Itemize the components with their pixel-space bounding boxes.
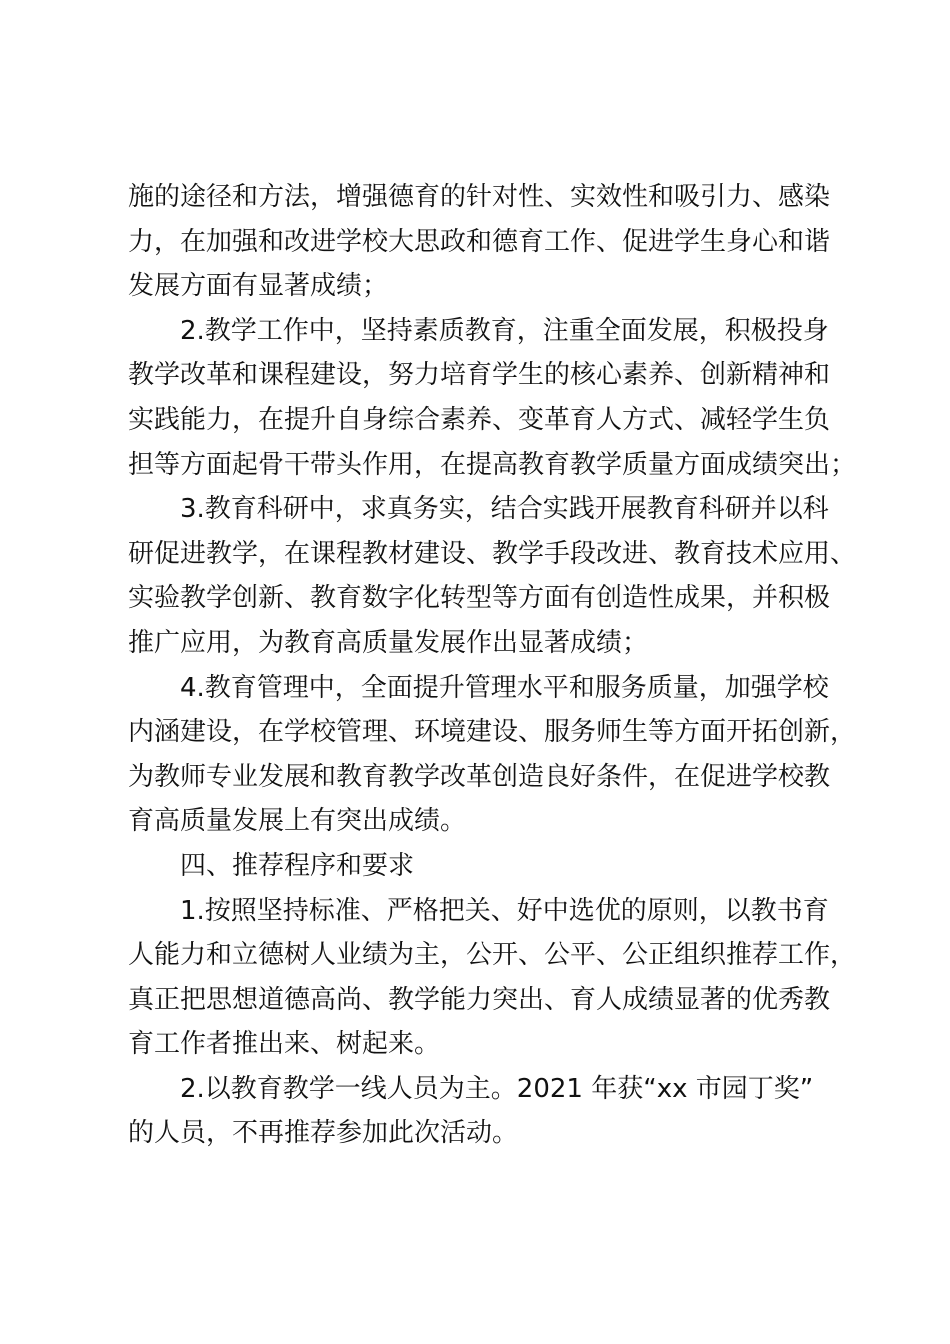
text-line: 4.教育管理中，全面提升管理水平和服务质量，加强学校 — [180, 672, 829, 703]
text-line: 为教师专业发展和教育教学改革创造良好条件，在促进学校教 — [128, 761, 831, 792]
section-heading: 四、推荐程序和要求 — [180, 850, 415, 881]
text-line: 施的途径和方法，增强德育的针对性、实效性和吸引力、感染 — [128, 182, 831, 212]
text-line: 担等方面起骨干带头作用，在提高教育教学质量方面成绩突出； — [128, 449, 857, 480]
text-line: 内涵建设，在学校管理、环境建设、服务师生等方面开拓创新， — [128, 717, 857, 748]
document-body — [128, 175, 857, 1156]
text-line: 实践能力，在提升自身综合素养、变革育人方式、减轻学生负 — [128, 404, 831, 435]
text-line: 人能力和立德树人业绩为主，公开、公平、公正组织推荐工作， — [128, 940, 857, 971]
text-line: 真正把思想道德高尚、教学能力突出、育人成绩显著的优秀教 — [128, 984, 831, 1015]
text-line: 3.教育科研中，求真务实，结合实践开展教育科研并以科 — [180, 494, 829, 525]
text-line: 实验教学创新、教育数字化转型等方面有创造性成果，并积极 — [128, 583, 831, 614]
text-line: 教学改革和课程建设，努力培育学生的核心素养、创新精神和 — [128, 360, 831, 391]
text-line: 发展方面有显著成绩； — [128, 271, 389, 302]
text-line: 1.按照坚持标准、严格把关、好中选优的原则，以教书育 — [180, 895, 829, 926]
text-line: 推广应用，为教育高质量发展作出显著成绩； — [128, 627, 649, 658]
text-line: 2.教学工作中，坚持素质教育，注重全面发展，积极投身 — [180, 315, 829, 346]
text-line: 育工作者推出来、树起来。 — [128, 1029, 441, 1060]
text-line: 研促进教学，在课程教材建设、教学手段改进、教育技术应用、 — [128, 538, 857, 569]
text-line: 的人员，不再推荐参加此次活动。 — [128, 1118, 519, 1149]
text-line: 2.以教育教学一线人员为主。2021 年获“xx 市园丁奖” — [180, 1073, 814, 1104]
text-line: 育高质量发展上有突出成绩。 — [128, 806, 467, 837]
text-line: 力，在加强和改进学校大思政和德育工作、促进学生身心和谐 — [128, 226, 831, 257]
